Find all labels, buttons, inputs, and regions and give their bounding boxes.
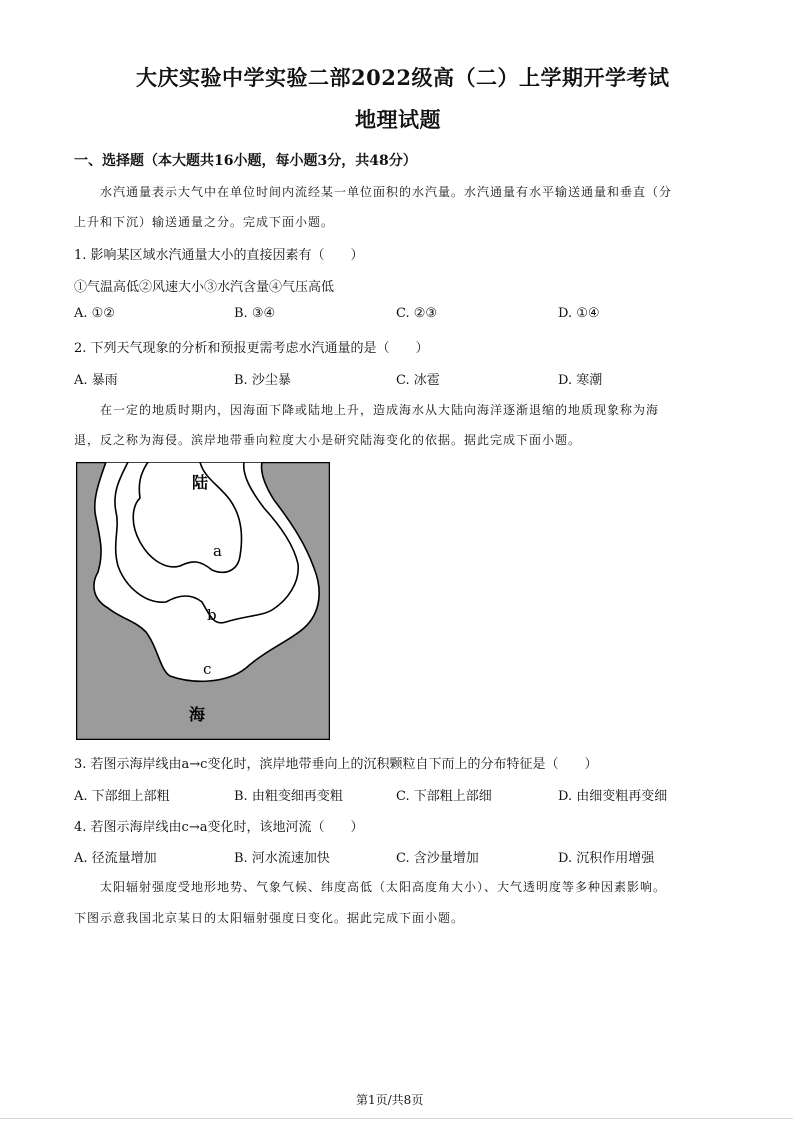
- passage1-line1: 水汽通量表示大气中在单位时间内流经某一单位面积的水汽量。水汽通量有水平输送通量和垂直（分: [100, 185, 673, 199]
- q2-stem: 2. 下列天气现象的分析和预报更需考虑水汽通量的是（ ）: [74, 341, 429, 356]
- passage1-line2: 上升和下沉）输送通量之分。完成下面小题。: [74, 215, 335, 229]
- land-label: 陆: [192, 473, 209, 492]
- exam-title: 大庆实验中学实验二部2022级高（二）上学期开学考试: [136, 65, 670, 90]
- passage2-line2: 退，反之称为海侵。滨岸地带垂向粒度大小是研究陆海变化的依据。据此完成下面小题。: [74, 433, 582, 447]
- label-b: b: [207, 606, 217, 624]
- exam-subject: 地理试题: [355, 107, 441, 132]
- label-a: a: [213, 542, 222, 560]
- q1-option-d[interactable]: D. ①④: [558, 306, 600, 321]
- q4-option-b[interactable]: B. 河水流速加快: [234, 851, 330, 866]
- q3-option-b[interactable]: B. 由粗变细再变粗: [234, 789, 343, 804]
- passage2-line1: 在一定的地质时期内，因海面下降或陆地上升，造成海水从大陆向海洋逐渐退缩的地质现象称为海: [100, 403, 660, 417]
- coastline-map: [76, 462, 330, 740]
- q3-option-d[interactable]: D. 由细变粗再变细: [558, 789, 668, 804]
- q2-option-b[interactable]: B. 沙尘暴: [234, 373, 291, 388]
- q4-stem: 4. 若图示海岸线由c→a变化时，该地河流（ ）: [74, 820, 364, 835]
- q1-option-b[interactable]: B. ③④: [234, 306, 276, 321]
- label-c: c: [203, 660, 212, 678]
- section-heading: 一、选择题（本大题共16小题，每小题3分，共48分）: [74, 153, 417, 169]
- q4-option-d[interactable]: D. 沉积作用增强: [558, 851, 655, 866]
- passage3-line1: 太阳辐射强度受地形地势、气象气候、纬度高低（太阳高度角大小）、大气透明度等多种因素影响。: [100, 880, 667, 894]
- q1-option-a[interactable]: A. ①②: [74, 306, 115, 321]
- q3-option-a[interactable]: A. 下部细上部粗: [74, 789, 170, 804]
- q1-stem: 1. 影响某区域水汽通量大小的直接因素有（ ）: [74, 248, 364, 263]
- q2-option-d[interactable]: D. 寒潮: [558, 373, 603, 388]
- sea-label: 海: [189, 705, 206, 724]
- q3-stem: 3. 若图示海岸线由a→c变化时，滨岸地带垂向上的沉积颗粒自下而上的分布特征是（ ）: [74, 757, 598, 772]
- q4-option-a[interactable]: A. 径流量增加: [74, 851, 157, 866]
- passage3-line2: 下图示意我国北京某日的太阳辐射强度日变化。据此完成下面小题。: [74, 911, 465, 925]
- q2-option-c[interactable]: C. 冰雹: [396, 373, 440, 388]
- page-bottom-rule: [0, 1118, 793, 1119]
- q1-option-c[interactable]: C. ②③: [396, 306, 438, 321]
- q2-option-a[interactable]: A. 暴雨: [74, 373, 118, 388]
- q3-option-c[interactable]: C. 下部粗上部细: [396, 789, 492, 804]
- q4-option-c[interactable]: C. 含沙量增加: [396, 851, 479, 866]
- q1-items: ①气温高低②风速大小③水汽含量④气压高低: [74, 280, 335, 295]
- page-number: 第1页/共8页: [356, 1093, 424, 1107]
